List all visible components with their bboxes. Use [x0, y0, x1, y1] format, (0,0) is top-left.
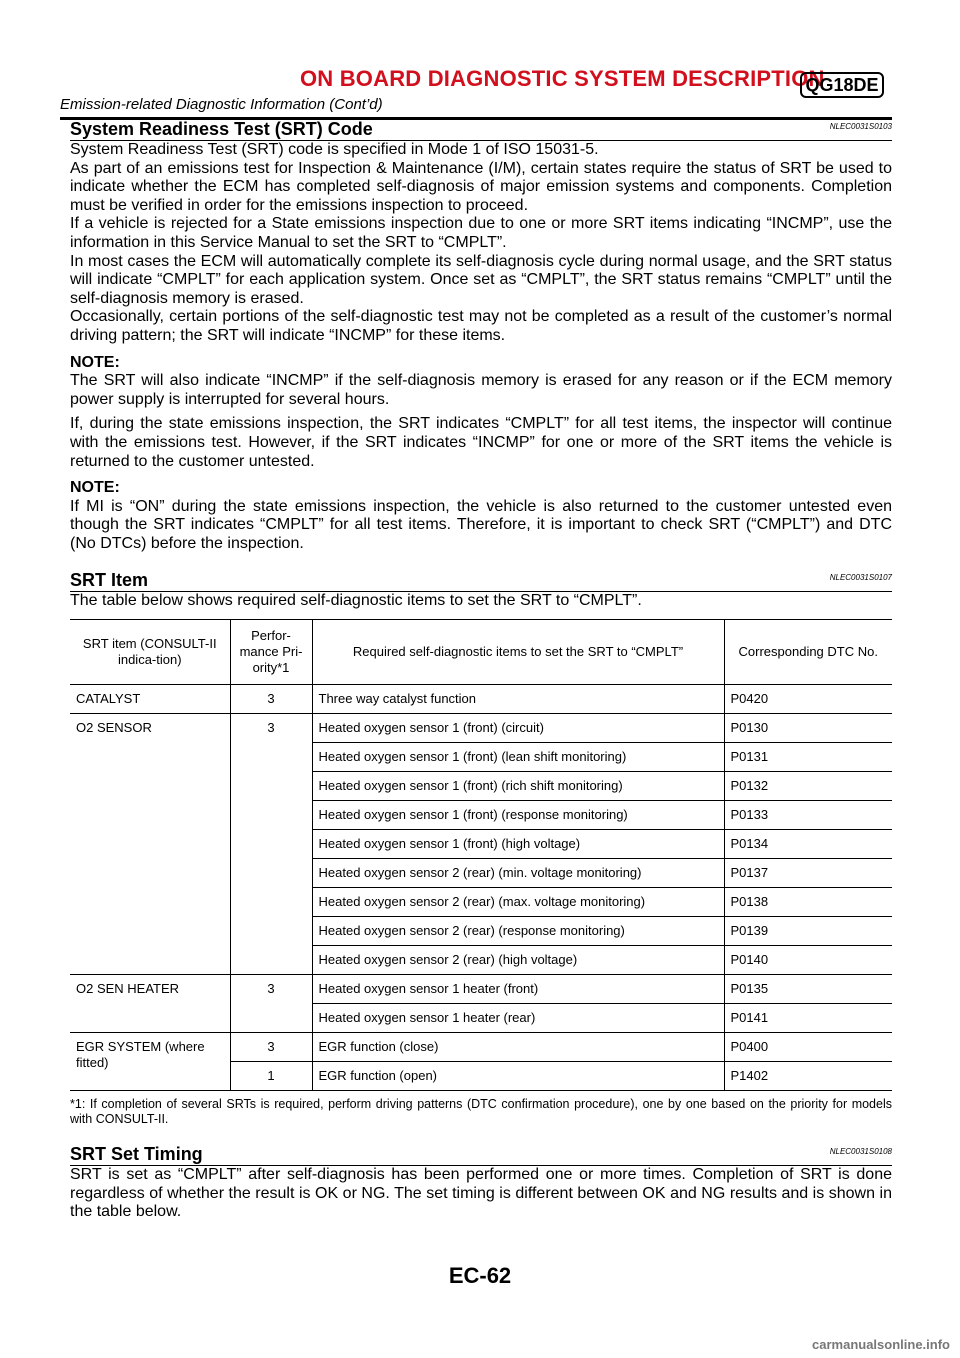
srt-item-cell: O2 SEN HEATER: [70, 975, 230, 1033]
header-cell: Perfor-mance Pri-ority*1: [230, 620, 312, 685]
dtc-cell: P0130: [724, 714, 892, 743]
paragraph: If a vehicle is rejected for a State emissions inspection due to one or more SRT items indicating “INCMP”, use the information in this Service Manual to set the SRT to “CMPLT”.: [70, 215, 892, 251]
paragraph: If, during the state emissions inspection, the SRT indicates “CMPLT” for all test items, the inspector will continue with the emissions test. However, if the SRT indicates “INCMP” for one or more of the SRT items the vehicle is returned to the customer untested.: [70, 415, 892, 470]
page-subtitle: Emission-related Diagnostic Information (Cont’d): [60, 96, 383, 113]
paragraph: System Readiness Test (SRT) code is specified in Mode 1 of ISO 15031-5.: [70, 141, 599, 158]
srt-item-cell: EGR SYSTEM (where fitted): [70, 1033, 230, 1091]
table-row: [70, 1033, 892, 1062]
header-cell: Corresponding DTC No.: [724, 620, 892, 685]
dtc-cell: P0141: [724, 1004, 892, 1033]
paragraph: Occasionally, certain portions of the self-diagnostic test may not be completed as a result of the customer’s normal driving pattern; the SRT will indicate “INCMP” for these items.: [70, 308, 892, 344]
table-row: [70, 975, 892, 1004]
required-item-cell: Heated oxygen sensor 1 heater (rear): [312, 1004, 724, 1033]
paragraph: The table below shows required self-diagnostic items to set the SRT to “CMPLT”.: [70, 592, 642, 610]
note-label: NOTE:: [70, 353, 120, 371]
dtc-cell: P0133: [724, 801, 892, 830]
table-footnote: *1: If completion of several SRTs is required, perform driving patterns (DTC confirmation procedure), one by one based on the priority for models with CONSULT-II.: [70, 1097, 892, 1127]
dtc-cell: P0132: [724, 772, 892, 801]
dtc-cell: P0131: [724, 743, 892, 772]
table-header-row: [70, 620, 892, 685]
priority-cell: 1: [230, 1062, 312, 1091]
paragraph: SRT is set as “CMPLT” after self-diagnosis has been performed one or more times. Completion of SRT is done regardless of whether the result is OK or NG. The set timing is different between OK and NG results and is shown in the table below.: [70, 1166, 892, 1221]
model-badge: QG18DE: [800, 72, 884, 98]
header-cell: Required self-diagnostic items to set the SRT to “CMPLT”: [312, 620, 724, 685]
section-heading-srt-item: [70, 569, 892, 591]
note-text: The SRT will also indicate “INCMP” if the self-diagnosis memory is erased for any reason or if the ECM memory power supply is interrupted for several hours.: [70, 372, 892, 408]
section-code: NLEC0031S0103: [829, 122, 892, 131]
dtc-cell: P0138: [724, 888, 892, 917]
section-code: NLEC0031S0108: [829, 1147, 892, 1157]
required-item-cell: Heated oxygen sensor 2 (rear) (max. voltage monitoring): [312, 888, 724, 917]
dtc-cell: P0134: [724, 830, 892, 859]
dtc-cell: P0139: [724, 917, 892, 946]
dtc-cell: P0135: [724, 975, 892, 1004]
watermark: carmanualsonline.info: [812, 1337, 950, 1352]
srt-item-cell: CATALYST: [70, 685, 230, 714]
page-title: ON BOARD DIAGNOSTIC SYSTEM DESCRIPTION: [300, 66, 825, 91]
srt-item-table: [70, 619, 892, 1091]
required-item-cell: Heated oxygen sensor 1 (front) (lean shift monitoring): [312, 743, 724, 772]
required-item-cell: Heated oxygen sensor 1 (front) (circuit): [312, 714, 724, 743]
dtc-cell: P0140: [724, 946, 892, 975]
paragraph: In most cases the ECM will automatically complete its self-diagnosis cycle during normal usage, and the SRT status will indicate “CMPLT” for each application system. Once set as “CMPLT”, the SRT status remains “CMPLT” until the self-diagnosis memory is erased.: [70, 252, 892, 307]
paragraph: As part of an emissions test for Inspection & Maintenance (I/M), certain states require the status of SRT be used to indicate whether the ECM has completed self-diagnosis of major emission systems and components. Completion must be verified in order for the emissions inspection to proceed.: [70, 159, 892, 214]
required-item-cell: Heated oxygen sensor 2 (rear) (min. voltage monitoring): [312, 859, 724, 888]
priority-cell: 3: [230, 1033, 312, 1062]
required-item-cell: Heated oxygen sensor 1 (front) (response monitoring): [312, 801, 724, 830]
required-item-cell: Three way catalyst function: [312, 685, 724, 714]
section-heading-srt-timing: [70, 1143, 892, 1165]
required-item-cell: Heated oxygen sensor 1 (front) (rich shift monitoring): [312, 772, 724, 801]
page-content: [70, 118, 892, 1222]
section-heading-text: SRT Set Timing: [70, 1144, 203, 1165]
dtc-cell: P1402: [724, 1062, 892, 1091]
required-item-cell: Heated oxygen sensor 2 (rear) (high voltage): [312, 946, 724, 975]
required-item-cell: Heated oxygen sensor 1 heater (front): [312, 975, 724, 1004]
priority-cell: 3: [230, 685, 312, 714]
note-text: If MI is “ON” during the state emissions inspection, the vehicle is also returned to the customer untested even though the SRT indicates “CMPLT” for all test items. Therefore, it is important to check SRT (“CMPLT”) and DTC (No DTCs) before the inspection.: [70, 497, 892, 552]
section-heading-srt-code: [70, 118, 892, 140]
required-item-cell: Heated oxygen sensor 1 (front) (high voltage): [312, 830, 724, 859]
table-row: [70, 685, 892, 714]
required-item-cell: EGR function (close): [312, 1033, 724, 1062]
priority-cell: 3: [230, 975, 312, 1033]
srt-item-cell: O2 SENSOR: [70, 714, 230, 975]
section-code: NLEC0031S0107: [829, 573, 892, 583]
page-number: EC-62: [448, 1263, 512, 1288]
dtc-cell: P0420: [724, 685, 892, 714]
dtc-cell: P0137: [724, 859, 892, 888]
priority-cell: 3: [230, 714, 312, 975]
note-label: NOTE:: [70, 479, 120, 497]
required-item-cell: EGR function (open): [312, 1062, 724, 1091]
required-item-cell: Heated oxygen sensor 2 (rear) (response monitoring): [312, 917, 724, 946]
section-heading-text: SRT Item: [70, 570, 149, 591]
table-row: [70, 714, 892, 743]
header-cell: SRT item (CONSULT-II indica-tion): [70, 620, 230, 685]
dtc-cell: P0400: [724, 1033, 892, 1062]
section-heading-text: System Readiness Test (SRT) Code: [70, 119, 373, 139]
